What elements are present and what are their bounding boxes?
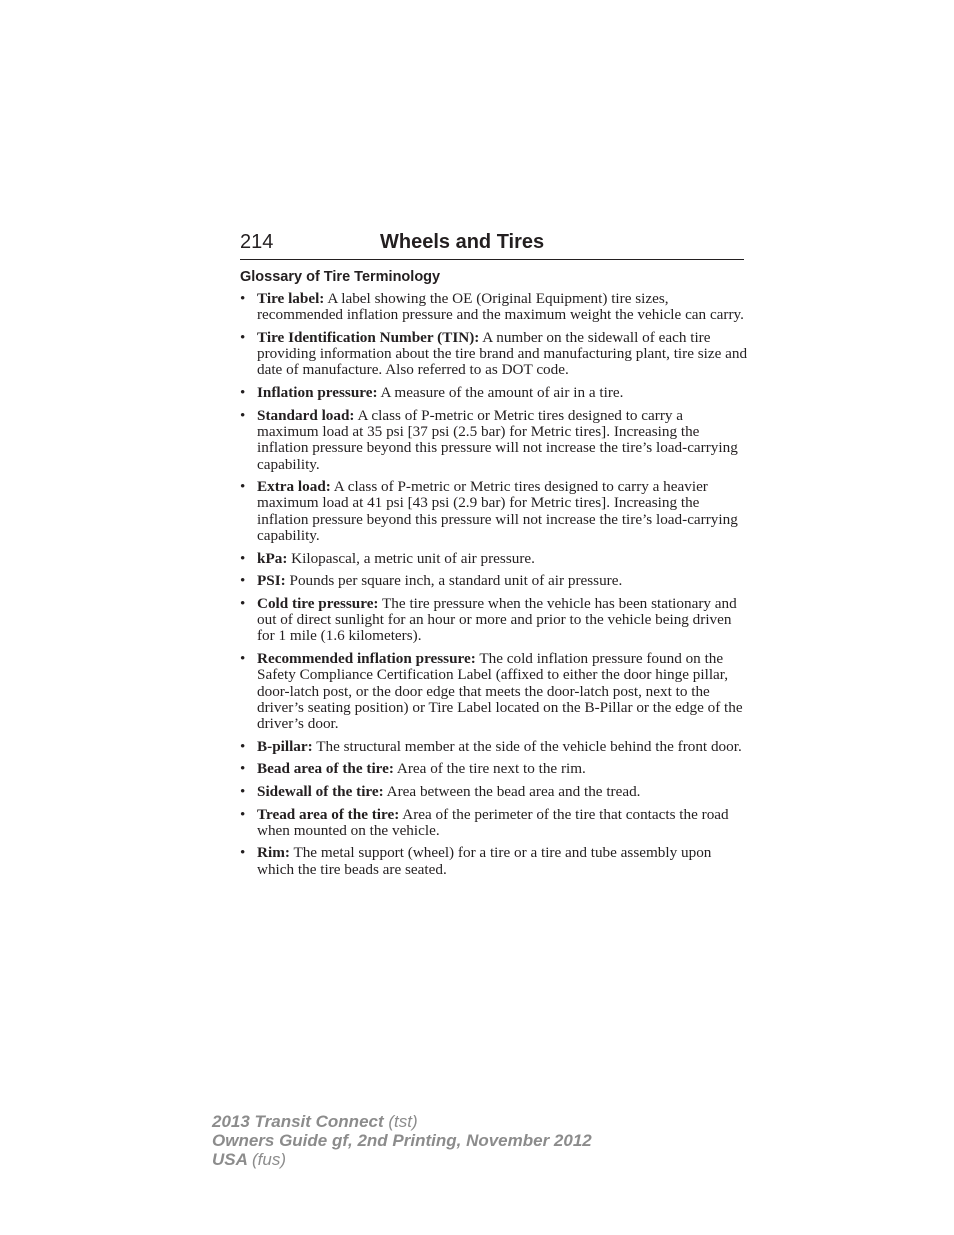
bullet-icon: • <box>240 805 246 823</box>
glossary-definition: The cold inflation pressure found on the Safety Compliance Certification Label (affixed to either the door hinge pillar, door-latch post, or the door edge that meets the door-latch post, next to the driver’s seating position) or Tire Label located on the B-Pillar or the edge of the driver’s door. <box>257 650 743 733</box>
glossary-list <box>240 291 748 884</box>
section-heading: Glossary of Tire Terminology <box>240 269 441 285</box>
glossary-term: Extra load: <box>257 478 331 496</box>
bullet-icon: • <box>240 384 246 402</box>
glossary-term: Standard load: <box>257 406 355 424</box>
footer-market-code: (fus) <box>252 1150 286 1169</box>
glossary-definition: The structural member at the side of the vehicle behind the front door. <box>316 737 742 755</box>
footer-model-line <box>212 1112 592 1131</box>
glossary-term: Sidewall of the tire: <box>257 782 384 800</box>
glossary-term: Tire label: <box>257 290 325 307</box>
glossary-item <box>240 596 748 645</box>
chapter-title: Wheels and Tires <box>380 231 545 253</box>
bullet-icon: • <box>240 737 246 755</box>
bullet-icon: • <box>240 478 246 496</box>
glossary-term: Rim: <box>257 844 290 862</box>
page-footer <box>212 1112 592 1169</box>
glossary-item <box>240 385 748 401</box>
glossary-item <box>240 330 748 379</box>
bullet-icon: • <box>240 594 246 612</box>
footer-model: 2013 Transit Connect <box>212 1112 384 1131</box>
glossary-definition: Area of the tire next to the rim. <box>396 760 586 778</box>
glossary-item <box>240 739 748 755</box>
glossary-item <box>240 651 748 732</box>
bullet-icon: • <box>240 328 246 346</box>
footer-market-line <box>212 1150 592 1169</box>
glossary-definition: Area between the bead area and the tread. <box>386 782 641 800</box>
glossary-term: Tire Identification Number (TIN): <box>257 328 480 346</box>
glossary-definition: Area of the perimeter of the tire that contacts the road when mounted on the vehicle. <box>257 805 729 839</box>
bullet-icon: • <box>240 572 246 590</box>
glossary-definition: A class of P-metric or Metric tires designed to carry a heavier maximum load at 41 psi [43 psi (2.9 bar) for Metric tires]. Increasing the inflation pressure beyond this pressure will not increase the tire’s load-carrying capability. <box>257 478 738 545</box>
glossary-definition: Pounds per square inch, a standard unit of air pressure. <box>289 572 623 590</box>
glossary-term: Tread area of the tire: <box>257 805 400 823</box>
glossary-term: B-pillar: <box>257 737 313 755</box>
page-number: 214 <box>240 231 274 253</box>
glossary-definition: A number on the sidewall of each tire providing information about the tire brand and manufacturing plant, tire size and date of manufacture. Also referred to as DOT code. <box>257 328 748 379</box>
glossary-term: Bead area of the tire: <box>257 760 394 778</box>
glossary-item <box>240 573 748 589</box>
bullet-icon: • <box>240 406 246 424</box>
glossary-definition: The metal support (wheel) for a tire or a tire and tube assembly upon which the tire beads are seated. <box>257 844 712 878</box>
bullet-icon: • <box>240 844 246 862</box>
footer-market: USA <box>212 1150 248 1169</box>
bullet-icon: • <box>240 290 246 307</box>
footer-model-code: (tst) <box>388 1112 418 1131</box>
glossary-definition: The tire pressure when the vehicle has been stationary and out of direct sunlight for an hour or more and prior to the vehicle being driven for 1 mile (1.6 kilometers). <box>257 594 737 645</box>
bullet-icon: • <box>240 549 246 567</box>
glossary-definition: A label showing the OE (Original Equipment) tire sizes, recommended inflation pressure and the maximum weight the vehicle can carry. <box>257 290 744 324</box>
glossary-term: Cold tire pressure: <box>257 594 379 612</box>
page-header <box>240 229 744 260</box>
glossary-definition: A class of P-metric or Metric tires designed to carry a maximum load at 35 psi [37 psi (2.5 bar) for Metric tires]. Increasing the inflation pressure beyond this pressure will not increase the tire’s load-carrying capability. <box>257 406 738 473</box>
glossary-term: Inflation pressure: <box>257 384 378 402</box>
glossary-definition: Kilopascal, a metric unit of air pressure. <box>291 549 535 567</box>
bullet-icon: • <box>240 650 246 668</box>
glossary-item <box>240 551 748 567</box>
footer-edition-line: Owners Guide gf, 2nd Printing, November 2012 <box>212 1131 592 1150</box>
glossary-item <box>240 479 748 544</box>
glossary-term: Recommended inflation pressure: <box>257 650 476 668</box>
glossary-item <box>240 784 748 800</box>
glossary-item <box>240 408 748 473</box>
glossary-definition: A measure of the amount of air in a tire. <box>380 384 624 402</box>
glossary-item <box>240 845 748 878</box>
bullet-icon: • <box>240 760 246 778</box>
glossary-term: kPa: <box>257 549 288 567</box>
glossary-item <box>240 291 748 324</box>
bullet-icon: • <box>240 782 246 800</box>
glossary-item <box>240 807 748 840</box>
glossary-item <box>240 761 748 777</box>
glossary-term: PSI: <box>257 572 286 590</box>
